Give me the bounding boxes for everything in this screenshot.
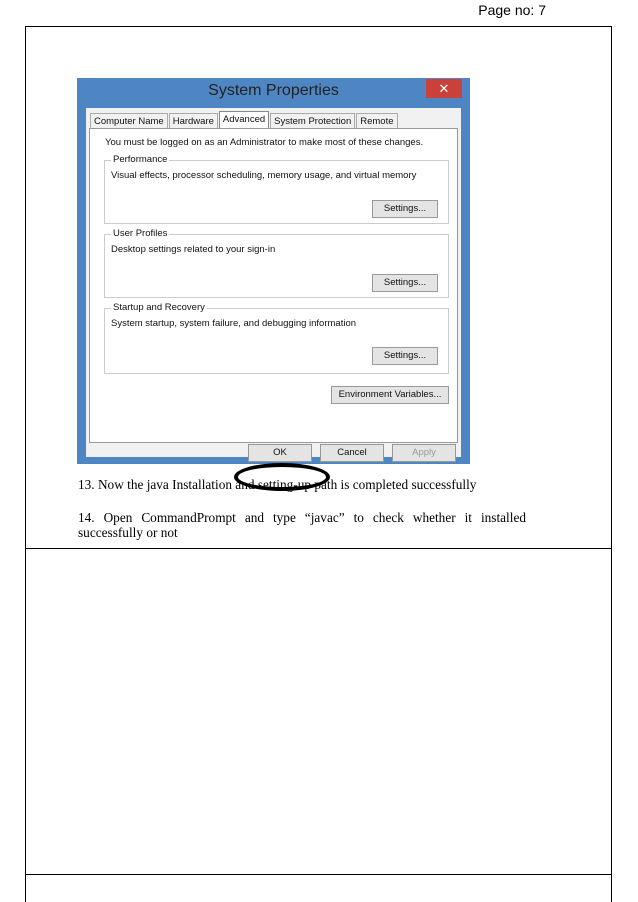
cancel-button[interactable]: Cancel (320, 444, 384, 462)
performance-group (104, 154, 449, 224)
frame-right-line (611, 26, 612, 902)
frame-top-line (25, 26, 612, 27)
performance-label: Performance (113, 154, 168, 165)
user-profiles-label: User Profiles (113, 228, 168, 239)
close-button[interactable]: ✕ (426, 79, 462, 98)
frame-lower-line (25, 874, 612, 875)
admin-note: You must be logged on as an Administrator to make most of these changes. (105, 137, 424, 148)
startup-recovery-settings-button[interactable]: Settings... (372, 347, 438, 365)
performance-desc: Visual effects, processor scheduling, memory usage, and virtual memory (111, 170, 417, 181)
ok-button[interactable]: OK (248, 444, 312, 462)
dialog-body (86, 108, 461, 457)
tab-hardware[interactable]: Hardware (169, 113, 218, 129)
startup-recovery-desc: System startup, system failure, and debugging information (111, 318, 357, 329)
tab-advanced[interactable]: Advanced (219, 111, 269, 129)
user-profiles-group (104, 228, 449, 298)
step-13-text: 13. Now the java Installation and setting-up path is completed successfully (78, 477, 477, 492)
tab-remote[interactable]: Remote (356, 113, 397, 129)
performance-settings-button[interactable]: Settings... (372, 200, 438, 218)
page-number: Page no: 7 (478, 2, 546, 18)
user-profiles-settings-button[interactable]: Settings... (372, 274, 438, 292)
tab-system-protection[interactable]: System Protection (270, 113, 355, 129)
user-profiles-desc: Desktop settings related to your sign-in (111, 244, 276, 255)
startup-recovery-group (104, 302, 449, 374)
apply-button[interactable]: Apply (392, 444, 456, 462)
step-14-text: 14. Open CommandPrompt and type “javac” to check whether it installed successfully or not (78, 510, 526, 540)
environment-variables-button[interactable]: Environment Variables... (331, 386, 449, 404)
frame-left-line (25, 26, 26, 902)
frame-mid-line (25, 548, 612, 549)
system-properties-dialog (77, 78, 470, 464)
dialog-title: System Properties (208, 82, 339, 99)
startup-recovery-label: Startup and Recovery (113, 302, 205, 313)
advanced-panel (89, 128, 458, 443)
tab-computer-name[interactable]: Computer Name (90, 113, 168, 129)
